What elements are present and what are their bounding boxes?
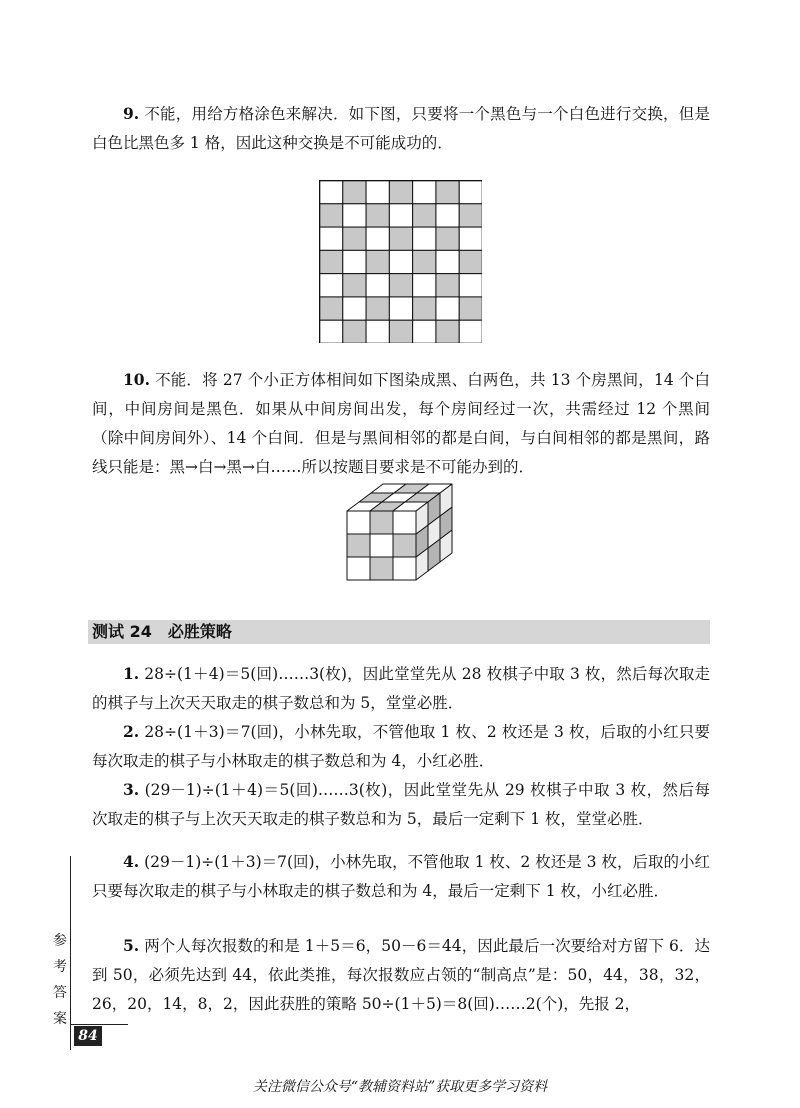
board-cell [459, 297, 482, 320]
board-cell [366, 181, 389, 204]
cube-front-cell [370, 511, 393, 534]
board-cell [413, 204, 436, 227]
q10-text: 不能．将 27 个小正方体相间如下图染成黑、白两色，共 13 个房黑间，14 个白间，中间房间是黑色．如果从中间房间出发，每个房间经过一次，共需经过 12 个黑间（除中间房间外）、14 个白间．但是与黑间相邻的都是白间，与白间相邻的都是黑间，路线只能是：黑→白→黑→白……所以按题目要求是不可能办到的． [92, 371, 710, 476]
board-cell [436, 250, 459, 273]
answer-4-text: (29－1)÷(1＋3)＝7(回)，小林先取，不管他取 1 枚、2 枚还是 3 枚，后取的小红只要每次取走的棋子与小林取走的棋子数总和为 4，最后一定剩下 1 枚，小红必胜． [92, 853, 710, 900]
board-cell [459, 181, 482, 204]
cube-front-cell [347, 534, 370, 557]
board-cell [320, 250, 343, 273]
answer-5-text: 两个人每次报数的和是 1＋5＝6，50－6＝44，因此最后一次要给对方留下 6．达到 50，必须先达到 44，依此类推，每次报数应占领的“制高点”是：50，44，38，32，26，20，14，8，2，因此获胜的策略 50÷(1＋5)＝8(回)……2(个)，先报 2， [92, 937, 710, 1013]
cube-front-cell [347, 557, 370, 580]
q9-text: 不能，用给方格涂色来解决．如下图，只要将一个黑色与一个白色进行交换，但是白色比黑色多 1 格，因此这种交换是不可能成功的． [92, 105, 710, 152]
board-cell [459, 250, 482, 273]
page-number: 84 [74, 1026, 102, 1046]
board-cell [459, 274, 482, 297]
cube-front-cell [347, 511, 370, 534]
answer-5 [92, 931, 710, 1019]
answer-5-number: 5. [123, 936, 140, 955]
board-cell [436, 204, 459, 227]
board-cell [389, 274, 412, 297]
answer-3 [92, 775, 710, 834]
board-cell [366, 250, 389, 273]
board-cell [436, 320, 459, 343]
board-cell [343, 181, 366, 204]
board-cell [343, 204, 366, 227]
answer-4-number: 4. [123, 852, 140, 871]
board-cell [320, 320, 343, 343]
board-cell [366, 274, 389, 297]
answer-1-number: 1. [123, 664, 140, 683]
board-cell [343, 250, 366, 273]
board-cell [320, 274, 343, 297]
board-cell [389, 320, 412, 343]
cube-front-cell [393, 511, 416, 534]
page-number-rule [70, 1024, 128, 1025]
q10-number: 10. [123, 370, 150, 389]
answer-3-number: 3. [123, 780, 140, 799]
board-cell [366, 297, 389, 320]
board-cell [343, 320, 366, 343]
answer-2-number: 2. [123, 722, 140, 741]
answer-2 [92, 717, 710, 776]
board-cell [366, 227, 389, 250]
board-cell [413, 181, 436, 204]
board-cell [413, 320, 436, 343]
answer-4 [92, 847, 710, 906]
side-label-char: 案 [53, 1011, 67, 1027]
cube-3x3x3-figure [345, 482, 460, 594]
board-cell [320, 181, 343, 204]
board-cell [320, 204, 343, 227]
board-cell [436, 274, 459, 297]
board-cell [389, 181, 412, 204]
q9-paragraph [92, 99, 710, 158]
board-cell [320, 297, 343, 320]
board-cell [413, 250, 436, 273]
checkerboard-figure [319, 180, 482, 343]
answer-3-text: (29－1)÷(1＋4)＝5(回)……3(枚)，因此堂堂先从 29 枚棋子中取 3 枚，然后每次取走的棋子与上次天天取走的棋子数总和为 5，最后一定剩下 1 枚，堂堂必胜． [92, 781, 710, 828]
side-label-char: 答 [53, 985, 67, 1001]
board-cell [436, 181, 459, 204]
cube-front-cell [393, 557, 416, 580]
side-label [50, 928, 70, 1032]
section-heading: 测试 24 必胜策略 [92, 622, 232, 641]
board-cell [413, 274, 436, 297]
board-cell [320, 227, 343, 250]
board-cell [389, 204, 412, 227]
board-cell [459, 320, 482, 343]
board-cell [366, 320, 389, 343]
board-cell [413, 227, 436, 250]
board-cell [436, 297, 459, 320]
board-cell [413, 297, 436, 320]
board-cell [459, 227, 482, 250]
board-cell [343, 227, 366, 250]
q10-paragraph [92, 365, 710, 482]
board-cell [366, 204, 389, 227]
board-cell [389, 250, 412, 273]
cube-front-cell [370, 557, 393, 580]
board-cell [389, 297, 412, 320]
board-cell [343, 274, 366, 297]
footer-note: 关注微信公众号“教辅资料站”获取更多学习资料 [252, 1079, 548, 1095]
board-cell [459, 204, 482, 227]
board-cell [343, 297, 366, 320]
cube-front-cell [393, 534, 416, 557]
answer-2-text: 28÷(1＋3)＝7(回)，小林先取，不管他取 1 枚、2 枚还是 3 枚，后取的小红只要每次取走的棋子与小林取走的棋子数总和为 4，小红必胜． [92, 723, 710, 770]
side-label-char: 考 [53, 959, 67, 975]
cube-front-cell [370, 534, 393, 557]
q9-number: 9. [123, 104, 140, 123]
board-cell [436, 227, 459, 250]
board-cell [389, 227, 412, 250]
side-label-char: 参 [53, 933, 67, 949]
side-rule [70, 856, 71, 1050]
answer-1 [92, 659, 710, 718]
answer-1-text: 28÷(1＋4)＝5(回)……3(枚)，因此堂堂先从 28 枚棋子中取 3 枚，然后每次取走的棋子与上次天天取走的棋子数总和为 5，堂堂必胜． [92, 665, 711, 712]
